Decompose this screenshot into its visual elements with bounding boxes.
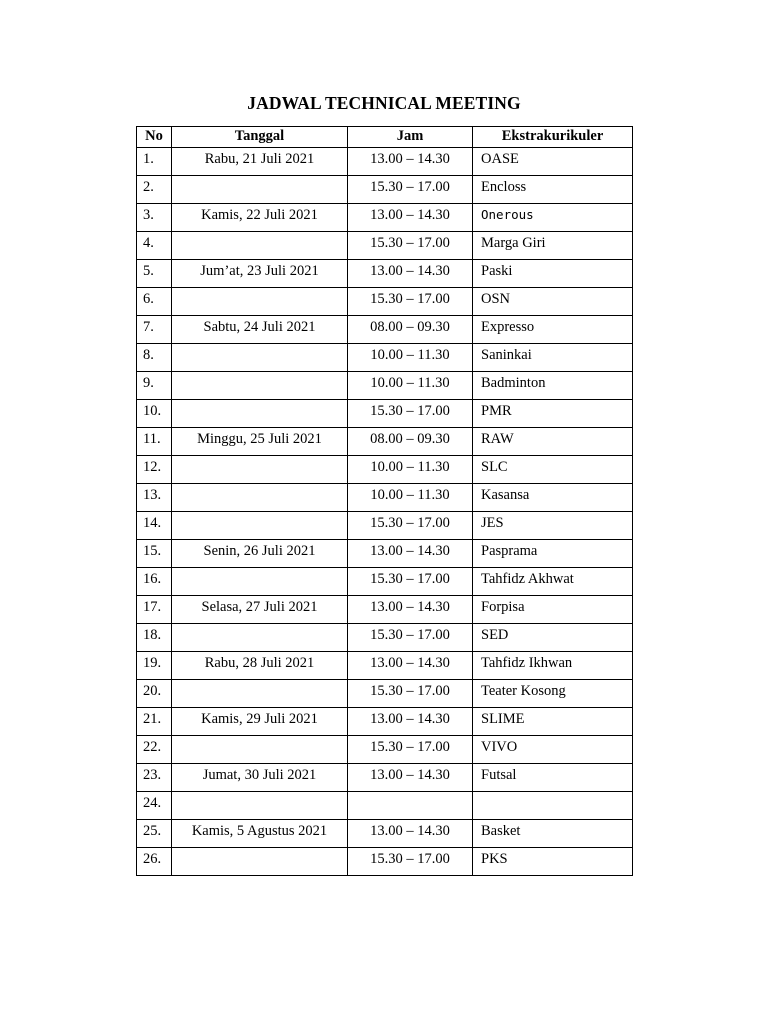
time-cell: 15.30 – 17.00 [348, 512, 473, 540]
column-header-date: Tanggal [172, 127, 348, 148]
date-cell: Rabu, 28 Juli 2021 [172, 652, 348, 680]
table-row [137, 540, 633, 568]
no-cell: 24. [137, 792, 172, 820]
time-cell: 15.30 – 17.00 [348, 400, 473, 428]
ekstra-cell: Marga Giri [473, 232, 633, 260]
no-cell: 11. [137, 428, 172, 456]
time-cell: 15.30 – 17.00 [348, 680, 473, 708]
date-cell [172, 176, 348, 204]
time-cell: 15.30 – 17.00 [348, 568, 473, 596]
date-cell [172, 344, 348, 372]
table-row [137, 764, 633, 792]
ekstra-cell [473, 792, 633, 820]
table-body [137, 148, 633, 876]
ekstra-cell: Pasprama [473, 540, 633, 568]
ekstra-cell: PKS [473, 848, 633, 876]
date-cell: Kamis, 5 Agustus 2021 [172, 820, 348, 848]
no-cell: 10. [137, 400, 172, 428]
no-cell: 17. [137, 596, 172, 624]
ekstra-cell: JES [473, 512, 633, 540]
ekstra-cell: Teater Kosong [473, 680, 633, 708]
ekstra-cell: SLIME [473, 708, 633, 736]
no-cell: 26. [137, 848, 172, 876]
time-cell: 15.30 – 17.00 [348, 232, 473, 260]
table-row [137, 512, 633, 540]
ekstra-cell: Badminton [473, 372, 633, 400]
no-cell: 14. [137, 512, 172, 540]
ekstra-cell: OSN [473, 288, 633, 316]
table-row [137, 792, 633, 820]
date-cell: Selasa, 27 Juli 2021 [172, 596, 348, 624]
table-row [137, 176, 633, 204]
schedule-table [136, 126, 633, 876]
date-cell [172, 624, 348, 652]
table-row [137, 456, 633, 484]
table-row [137, 596, 633, 624]
ekstra-cell: RAW [473, 428, 633, 456]
no-cell: 20. [137, 680, 172, 708]
table-header [137, 127, 633, 148]
time-cell: 13.00 – 14.30 [348, 596, 473, 624]
date-cell [172, 456, 348, 484]
ekstra-cell: Basket [473, 820, 633, 848]
time-cell: 13.00 – 14.30 [348, 204, 473, 232]
time-cell: 08.00 – 09.30 [348, 428, 473, 456]
date-cell [172, 680, 348, 708]
date-cell [172, 484, 348, 512]
table-row [137, 400, 633, 428]
page-title: JADWAL TECHNICAL MEETING [247, 93, 521, 113]
table-row [137, 148, 633, 176]
time-cell: 15.30 – 17.00 [348, 624, 473, 652]
table-row [137, 848, 633, 876]
date-cell [172, 848, 348, 876]
date-cell [172, 372, 348, 400]
table-row [137, 288, 633, 316]
no-cell: 5. [137, 260, 172, 288]
no-cell: 1. [137, 148, 172, 176]
table-row [137, 260, 633, 288]
ekstra-cell: Tahfidz Ikhwan [473, 652, 633, 680]
time-cell: 15.30 – 17.00 [348, 848, 473, 876]
no-cell: 12. [137, 456, 172, 484]
time-cell: 08.00 – 09.30 [348, 316, 473, 344]
ekstra-cell: Expresso [473, 316, 633, 344]
ekstra-cell: SLC [473, 456, 633, 484]
no-cell: 2. [137, 176, 172, 204]
no-cell: 25. [137, 820, 172, 848]
table-row [137, 708, 633, 736]
time-cell: 13.00 – 14.30 [348, 540, 473, 568]
no-cell: 9. [137, 372, 172, 400]
table-row [137, 484, 633, 512]
no-cell: 21. [137, 708, 172, 736]
date-cell [172, 400, 348, 428]
date-cell: Kamis, 22 Juli 2021 [172, 204, 348, 232]
ekstra-cell: Encloss [473, 176, 633, 204]
time-cell [348, 792, 473, 820]
date-cell [172, 792, 348, 820]
time-cell: 15.30 – 17.00 [348, 288, 473, 316]
time-cell: 13.00 – 14.30 [348, 652, 473, 680]
time-cell: 10.00 – 11.30 [348, 372, 473, 400]
table-row [137, 204, 633, 232]
no-cell: 7. [137, 316, 172, 344]
ekstra-cell: Forpisa [473, 596, 633, 624]
table-row [137, 736, 633, 764]
date-cell [172, 512, 348, 540]
table-row [137, 316, 633, 344]
date-cell: Jum’at, 23 Juli 2021 [172, 260, 348, 288]
time-cell: 13.00 – 14.30 [348, 148, 473, 176]
time-cell: 13.00 – 14.30 [348, 708, 473, 736]
date-cell: Senin, 26 Juli 2021 [172, 540, 348, 568]
table-row [137, 820, 633, 848]
ekstra-cell: Futsal [473, 764, 633, 792]
date-cell: Kamis, 29 Juli 2021 [172, 708, 348, 736]
no-cell: 6. [137, 288, 172, 316]
no-cell: 18. [137, 624, 172, 652]
no-cell: 15. [137, 540, 172, 568]
date-cell: Minggu, 25 Juli 2021 [172, 428, 348, 456]
time-cell: 13.00 – 14.30 [348, 820, 473, 848]
no-cell: 16. [137, 568, 172, 596]
table-row [137, 568, 633, 596]
table-row [137, 652, 633, 680]
no-cell: 22. [137, 736, 172, 764]
time-cell: 10.00 – 11.30 [348, 456, 473, 484]
table-row [137, 624, 633, 652]
date-cell: Sabtu, 24 Juli 2021 [172, 316, 348, 344]
time-cell: 10.00 – 11.30 [348, 344, 473, 372]
table-row [137, 372, 633, 400]
no-cell: 13. [137, 484, 172, 512]
ekstra-cell: Kasansa [473, 484, 633, 512]
table-row [137, 428, 633, 456]
no-cell: 3. [137, 204, 172, 232]
ekstra-cell: Paski [473, 260, 633, 288]
time-cell: 15.30 – 17.00 [348, 176, 473, 204]
no-cell: 8. [137, 344, 172, 372]
time-cell: 15.30 – 17.00 [348, 736, 473, 764]
time-cell: 13.00 – 14.30 [348, 764, 473, 792]
table-row [137, 232, 633, 260]
date-cell: Jumat, 30 Juli 2021 [172, 764, 348, 792]
date-cell [172, 736, 348, 764]
ekstra-cell: Onerous [473, 204, 633, 232]
column-header-time: Jam [348, 127, 473, 148]
table-row [137, 344, 633, 372]
time-cell: 13.00 – 14.30 [348, 260, 473, 288]
ekstra-cell: PMR [473, 400, 633, 428]
ekstra-cell: VIVO [473, 736, 633, 764]
date-cell: Rabu, 21 Juli 2021 [172, 148, 348, 176]
date-cell [172, 568, 348, 596]
header-row [137, 127, 633, 148]
time-cell: 10.00 – 11.30 [348, 484, 473, 512]
no-cell: 23. [137, 764, 172, 792]
ekstra-cell: SED [473, 624, 633, 652]
column-header-no: No [137, 127, 172, 148]
no-cell: 19. [137, 652, 172, 680]
no-cell: 4. [137, 232, 172, 260]
date-cell [172, 288, 348, 316]
column-header-ekstra: Ekstrakurikuler [473, 127, 633, 148]
ekstra-cell: OASE [473, 148, 633, 176]
date-cell [172, 232, 348, 260]
ekstra-cell: Tahfidz Akhwat [473, 568, 633, 596]
ekstra-cell: Saninkai [473, 344, 633, 372]
table-row [137, 680, 633, 708]
